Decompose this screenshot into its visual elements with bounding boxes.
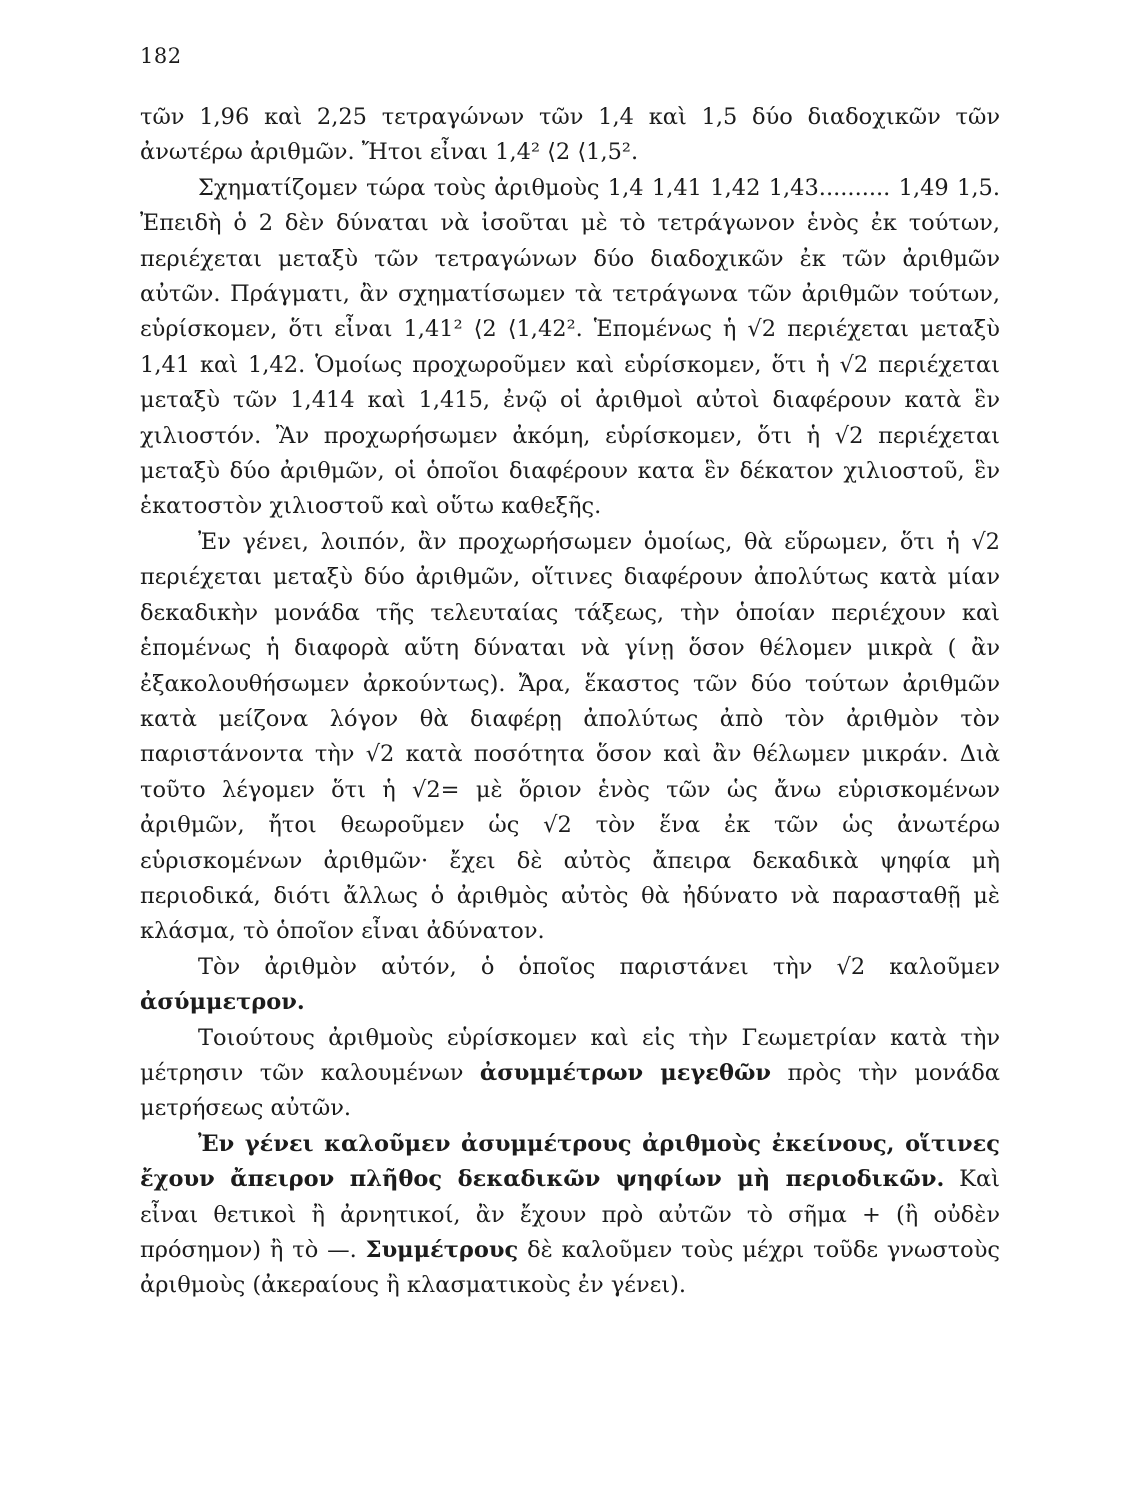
- paragraph-4: [140, 950, 1000, 1021]
- paragraph-5: [140, 1021, 1000, 1127]
- definition-irrational-numbers: Ἐν γένει καλοῦμεν ἀσυμμέτρους ἀριθμοὺς ἐκείνους, οἵτινες ἔχουν ἄπειρον πλῆθος δεκαδικῶν ψηφίων μὴ περιοδικῶν.: [140, 1130, 1000, 1193]
- term-asymmetric-magnitudes: ἀσυμμέτρων μεγεθῶν: [479, 1059, 772, 1086]
- paragraph-6-text-end: δὲ καλοῦμεν τοὺς μέχρι τοῦδε γνωστοὺς ἀριθμοὺς (ἀκεραίους ἢ κλασματικοὺς ἐν γένει).: [140, 1237, 1000, 1299]
- paragraph-2: Σχηματίζομεν τώρα τοὺς ἀριθμοὺς 1,4 1,41 1,42 1,43.......... 1,49 1,5. Ἐπειδὴ ὁ 2 δὲν δύναται νὰ ἰσοῦται μὲ τὸ τετράγωνον ἑνὸς ἐκ τούτων, περιέχεται μεταξὺ τῶν τετραγώνων δύο διαδοχικῶν ἐκ τῶν ἀριθμῶν αὐτῶν. Πράγματι, ἂν σχηματίσωμεν τὰ τετράγωνα τῶν ἀριθμῶν τούτων, εὑρίσκομεν, ὅτι εἶναι 1,41² ⟨2 ⟨1,42². Ἑπομένως ἡ √2 περιέχεται μεταξὺ 1,41 καὶ 1,42. Ὁμοίως προχωροῦμεν καὶ εὑρίσκομεν, ὅτι ἡ √2 περιέχεται μεταξὺ τῶν 1,414 καὶ 1,415, ἐνῷ οἱ ἀριθμοὶ αὐτοὶ διαφέρουν κατὰ ἓν χιλιοστόν. Ἂν προχωρήσωμεν ἀκόμη, εὑρίσκομεν, ὅτι ἡ √2 περιέχεται μεταξὺ δύο ἀριθμῶν, οἱ ὁποῖοι διαφέρουν κατα ἓν δέκατον χιλιοστοῦ, ἓν ἑκατοστὸν χιλιοστοῦ καὶ οὕτω καθεξῆς.: [140, 174, 1000, 520]
- paragraph-6: [140, 1127, 1000, 1304]
- term-asymmetron: ἀσύμμετρον.: [140, 989, 305, 1016]
- paragraph-6-text-middle: Καὶ εἶναι θετικοὶ ἢ ἀρνητικοί, ἂν ἔχουν πρὸ αὐτῶν τὸ σῆμα + (ἢ οὐδὲν πρόσημον) ἢ τὸ —.: [140, 1166, 1000, 1263]
- paragraph-4-text: Τὸν ἀριθμὸν αὐτόν, ὁ ὁποῖος παριστάνει τὴν √2 καλοῦμεν: [198, 953, 1000, 980]
- paragraph-3: Ἐν γένει, λοιπόν, ἂν προχωρήσωμεν ὁμοίως, θὰ εὕρωμεν, ὅτι ἡ √2 περιέχεται μεταξὺ δύο ἀριθμῶν, οἵτινες διαφέρουν ἀπολύτως κατὰ μίαν δεκαδικὴν μονάδα τῆς τελευταίας τάξεως, τὴν ὁποίαν περιέχουν καὶ ἑπομένως ἡ διαφορὰ αὕτη δύναται νὰ γίνῃ ὅσον θέλομεν μικρὰ ( ἂν ἐξακολουθήσωμεν ἀρκούντως). Ἄρα, ἕκαστος τῶν δύο τούτων ἀριθμῶν κατὰ μείζονα λόγον θὰ διαφέρῃ ἀπολύτως ἀπὸ τὸν ἀριθμὸν τὸν παριστάνοντα τὴν √2 κατὰ ποσότητα ὅσον καὶ ἂν θέλωμεν μικράν. Διὰ τοῦτο λέγομεν ὅτι ἡ √2= μὲ ὅριον ἑνὸς τῶν ὡς ἄνω εὑρισκομένων ἀριθμῶν, ἤτοι θεωροῦμεν ὡς √2 τὸν ἕνα ἐκ τῶν ὡς ἀνωτέρω εὑρισκομένων ἀριθμῶν· ἔχει δὲ αὐτὸς ἄπειρα δεκαδικὰ ψηφία μὴ περιοδικά, διότι ἄλλως ὁ ἀριθμὸς αὐτὸς θὰ ἠδύνατο νὰ παρασταθῇ μὲ κλάσμα, τὸ ὁποῖον εἶναι ἀδύνατον.: [140, 528, 1000, 945]
- term-symmetric: Συμμέτρους: [365, 1237, 519, 1263]
- paragraph-5-text-start: Τοιούτους ἀριθμοὺς εὑρίσκομεν καὶ εἰς τὴν Γεωμετρίαν κατὰ τὴν μέτρησιν τῶν καλουμένων: [140, 1024, 1000, 1086]
- paragraph-1: τῶν 1,96 καὶ 2,25 τετραγώνων τῶν 1,4 καὶ 1,5 δύο διαδοχικῶν τῶν ἀνωτέρω ἀριθμῶν. Ἤτοι εἶναι 1,4² ⟨2 ⟨1,5².: [140, 104, 1000, 166]
- paragraph-5-text-end: πρὸς τὴν μονάδα μετρήσεως αὐτῶν.: [140, 1059, 1000, 1122]
- page-number: 182: [140, 44, 182, 68]
- page-body: [140, 100, 1000, 1304]
